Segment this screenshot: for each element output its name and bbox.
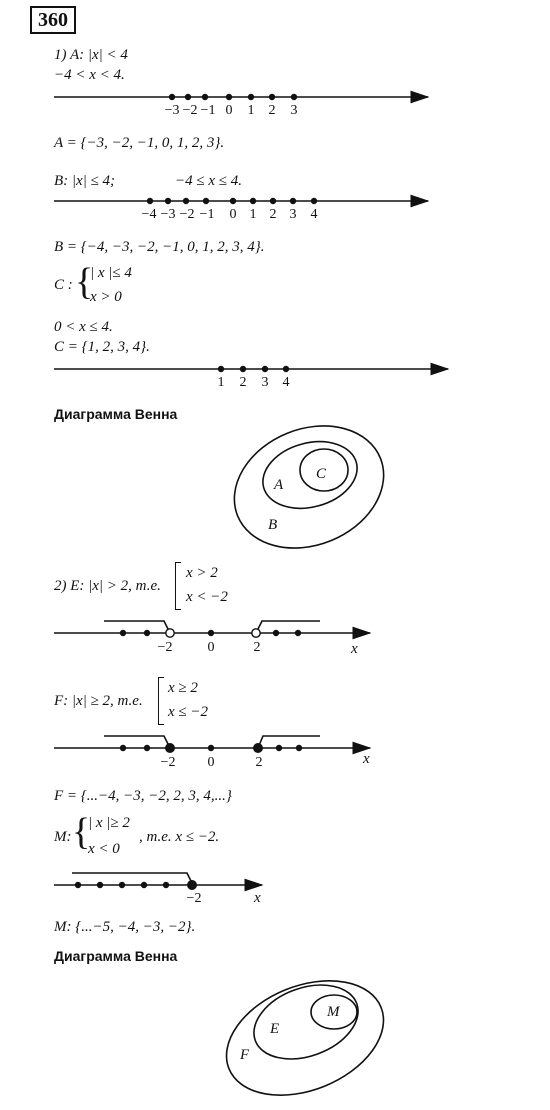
set-a-elements: A = {−3, −2, −1, 0, 1, 2, 3}. [54, 135, 225, 151]
tick-b-4: −1 [199, 207, 215, 222]
point-b-0 [230, 198, 236, 204]
set-a-definition: 1) A: |x| < 4 [54, 47, 128, 63]
tick-f-3: 2 [255, 755, 263, 770]
set-m-condition-1: | x |≥ 2 [88, 815, 130, 831]
venn-2-label-outer: F [240, 1047, 250, 1063]
point-b-m2 [183, 198, 189, 204]
tick-b-2: −3 [160, 207, 176, 222]
union-bracket-f [158, 677, 164, 725]
venn-diagram-1 [216, 404, 402, 569]
venn-1-middle-a [255, 432, 364, 519]
tick-b-6: 1 [249, 207, 257, 222]
set-e-condition-2: x < −2 [186, 589, 228, 605]
point-c-4 [283, 366, 289, 372]
tick-b-1: −4 [141, 207, 157, 222]
venn-1-label-inner: C [316, 466, 327, 482]
point-a-1 [248, 94, 254, 100]
point-b-m1 [203, 198, 209, 204]
venn-1-label-middle: A [274, 477, 284, 493]
set-m-condition-2: x < 0 [88, 841, 120, 857]
set-f-elements: F = {...−4, −3, −2, 2, 3, 4,...} [54, 788, 232, 804]
point-b-3 [290, 198, 296, 204]
tick-e-1: −2 [157, 640, 173, 655]
venn-1-label-outer: B [268, 517, 278, 533]
tick-a-1: −3 [164, 103, 180, 118]
set-f-condition-1: x ≥ 2 [168, 680, 198, 696]
point-b-2 [270, 198, 276, 204]
venn-diagram-2 [209, 959, 400, 1110]
problem-number-badge: 360 [30, 6, 76, 34]
system-brace-c: { [75, 261, 94, 303]
venn-title-1: Диаграмма Венна [54, 406, 178, 422]
set-f-condition-2: x ≤ −2 [168, 704, 209, 720]
set-c-inequality: 0 < x ≤ 4. [54, 319, 113, 335]
tick-f-1: −2 [160, 755, 176, 770]
set-f-definition: F: |x| ≥ 2, т.е. [54, 693, 143, 709]
tick-b-7: 2 [269, 207, 277, 222]
point-b-4 [311, 198, 317, 204]
point-c-2 [240, 366, 246, 372]
tick-b-3: −2 [179, 207, 195, 222]
point-c-1 [218, 366, 224, 372]
tick-c-1: 1 [217, 375, 225, 390]
tick-f-2: 0 [207, 755, 215, 770]
tick-e-3: 2 [253, 640, 261, 655]
system-brace-m: { [72, 811, 91, 853]
point-c-3 [262, 366, 268, 372]
point-b-1 [250, 198, 256, 204]
set-m-result: , т.е. x ≤ −2. [139, 829, 220, 845]
axis-label-f: x [363, 751, 370, 767]
set-b-elements: B = {−4, −3, −2, −1, 0, 1, 2, 3, 4}. [54, 239, 265, 255]
set-c-elements: C = {1, 2, 3, 4}. [54, 339, 150, 355]
number-line-e-points [120, 630, 301, 636]
tick-c-4: 4 [282, 375, 290, 390]
union-bracket-e [175, 562, 181, 610]
tick-a-4: 0 [225, 103, 233, 118]
point-b-m3 [165, 198, 171, 204]
venn-2-label-middle: E [270, 1021, 280, 1037]
point-a-2 [269, 94, 275, 100]
axis-label-m: x [254, 890, 261, 906]
tick-b-8: 3 [289, 207, 297, 222]
tick-b-5: 0 [229, 207, 237, 222]
point-a-m1 [202, 94, 208, 100]
set-e-definition: 2) E: |x| > 2, т.е. [54, 578, 161, 594]
tick-a-7: 3 [290, 103, 298, 118]
point-a-m2 [185, 94, 191, 100]
tick-e-2: 0 [207, 640, 215, 655]
point-a-3 [291, 94, 297, 100]
tick-c-2: 2 [239, 375, 247, 390]
venn-title-2: Диаграмма Венна [54, 948, 178, 964]
tick-a-2: −2 [182, 103, 198, 118]
point-b-m4 [147, 198, 153, 204]
set-c-condition-1: | x |≤ 4 [90, 265, 132, 281]
venn-2-label-inner: M [327, 1004, 340, 1020]
set-b-definition: B: |x| ≤ 4; [54, 173, 116, 189]
venn-2-middle-e [244, 972, 369, 1073]
point-a-0 [226, 94, 232, 100]
tick-m-1: −2 [186, 891, 202, 906]
tick-b-9: 4 [310, 207, 318, 222]
set-m-elements: M: {...−5, −4, −3, −2}. [54, 919, 196, 935]
set-c-condition-2: x > 0 [90, 289, 122, 305]
tick-a-5: 1 [247, 103, 255, 118]
set-c-label: C : [54, 277, 73, 293]
venn-2-outer-f [209, 959, 400, 1110]
number-line-m-bracket [72, 873, 193, 885]
tick-a-3: −1 [200, 103, 216, 118]
tick-a-6: 2 [268, 103, 276, 118]
point-a-m3 [169, 94, 175, 100]
axis-label-e: x [351, 641, 358, 657]
tick-c-3: 3 [261, 375, 269, 390]
set-a-inequality: −4 < x < 4. [54, 67, 125, 83]
set-m-label: M: [54, 829, 72, 845]
set-b-inequality: −4 ≤ x ≤ 4. [175, 173, 242, 189]
set-e-condition-1: x > 2 [186, 565, 218, 581]
